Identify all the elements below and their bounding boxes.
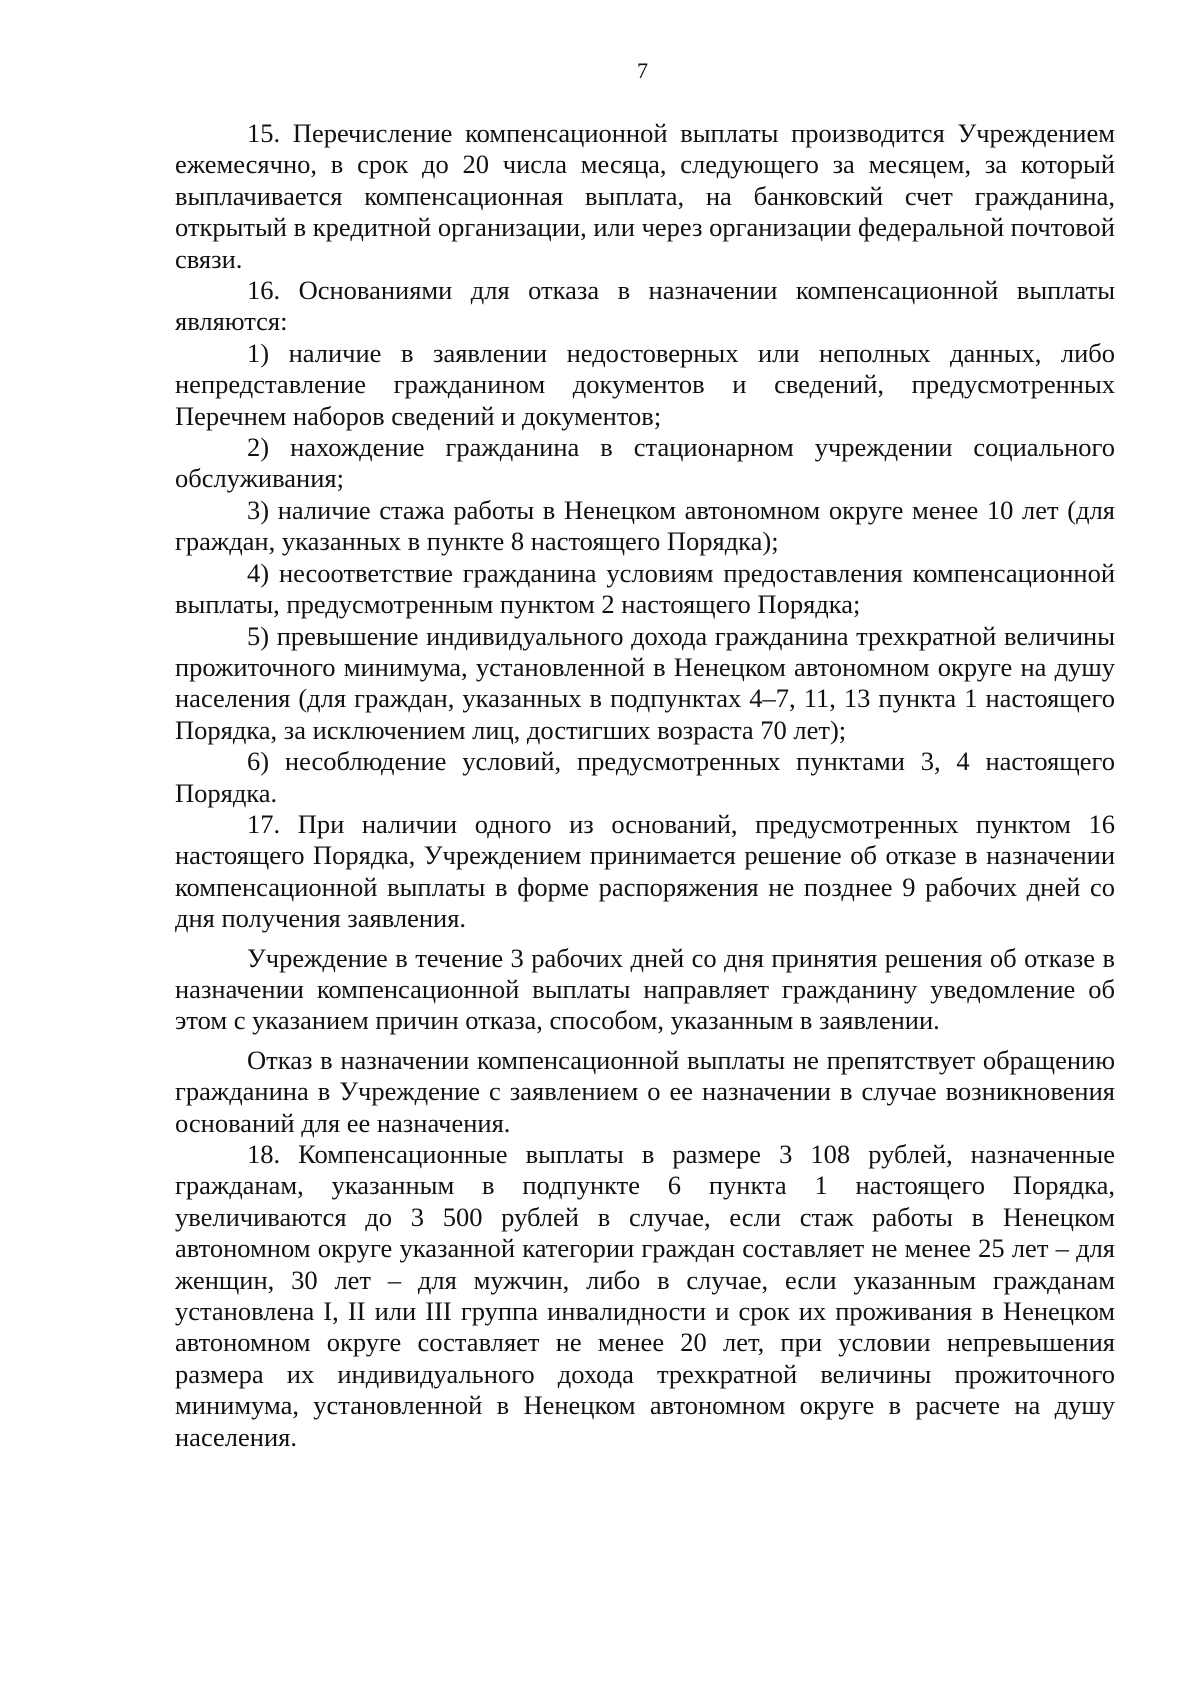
list-item-16-1: 1) наличие в заявлении недостоверных или неполных данных, либо непредставление гражданином документов и сведений, предусмотренных Перечнем наборов сведений и документов; — [175, 337, 1115, 431]
list-item-16-4: 4) несоответствие гражданина условиям предоставления компенсационной выплаты, предусмотренным пунктом 2 настоящего Порядка; — [175, 557, 1115, 620]
paragraph-18: 18. Компенсационные выплаты в размере 3 108 рублей, назначенные гражданам, указанным в подпункте 6 пункта 1 настоящего Порядка, увеличиваются до 3 500 рублей в случае, если стаж работы в Ненецком автономном округе указанной категории граждан составляет не менее 25 лет – для женщин, 30 лет – для мужчин, либо в случае, если указанным гражданам установлена I, II или III группа инвалидности и срок их проживания в Ненецком автономном округе составляет не менее 20 лет, при условии непревышения размера их индивидуального дохода трехкратной величины прожиточного минимума, установленной в Ненецком автономном округе в расчете на душу населения. — [175, 1139, 1115, 1452]
page-number: 7 — [637, 58, 648, 83]
paragraph-15: 15. Перечисление компенсационной выплаты производится Учреждением ежемесячно, в срок до 20 числа месяца, следующего за месяцем, за который выплачивается компенсационная выплата, на банковский счет гражданина, открытый в кредитной организации, или через организации федеральной почтовой связи. — [175, 118, 1115, 274]
list-item-16-5: 5) превышение индивидуального дохода гражданина трехкратной величины прожиточного минимума, установленной в Ненецком автономном округе на душу населения (для граждан, указанных в подпунктах 4–7, 11, 13 пункта 1 настоящего Порядка, за исключением лиц, достигших возраста 70 лет); — [175, 620, 1115, 745]
paragraph-17: 17. При наличии одного из оснований, предусмотренных пунктом 16 настоящего Порядка, Учреждением принимается решение об отказе в назначении компенсационной выплаты в форме распоряжения не позднее 9 рабочих дней со дня получения заявления. — [175, 808, 1115, 934]
document-body — [175, 118, 1115, 1453]
paragraph-17-refusal: Отказ в назначении компенсационной выплаты не препятствует обращению гражданина в Учреждение с заявлением о ее назначении в случае возникновения оснований для ее назначения. — [175, 1044, 1115, 1138]
paragraph-17-notice: Учреждение в течение 3 рабочих дней со дня принятия решения об отказе в назначении компенсационной выплаты направляет гражданину уведомление об этом с указанием причин отказа, способом, указанным в заявлении. — [175, 942, 1115, 1036]
paragraph-16: 16. Основаниями для отказа в назначении компенсационной выплаты являются: — [175, 275, 1115, 337]
list-item-16-3: 3) наличие стажа работы в Ненецком автономном округе менее 10 лет (для граждан, указанных в пункте 8 настоящего Порядка); — [175, 494, 1115, 557]
list-item-16-2: 2) нахождение гражданина в стационарном учреждении социального обслуживания; — [175, 432, 1115, 494]
list-item-16-6: 6) несоблюдение условий, предусмотренных пунктами 3, 4 настоящего Порядка. — [175, 746, 1115, 808]
